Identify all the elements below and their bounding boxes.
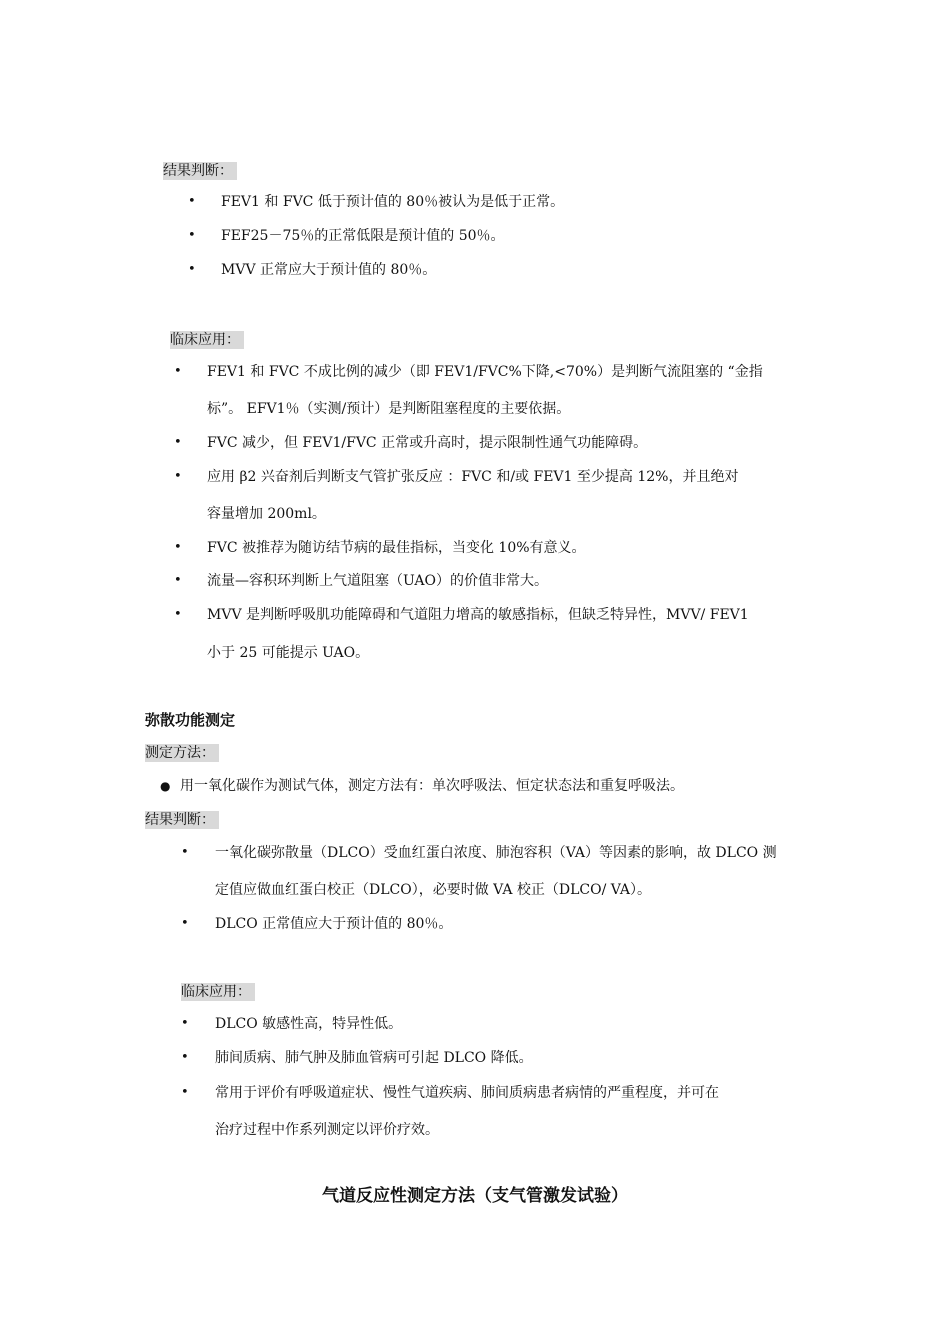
list-item: 流量—容积环判断上气道阻塞（UAO）的价值非常大。 xyxy=(207,573,548,589)
list-item-continuation: 小于 25 可能提示 UAO。 xyxy=(207,645,370,661)
list-item: FEV1 和 FVC 低于预计值的 80％被认为是低于正常。 xyxy=(221,194,565,210)
bullet: • xyxy=(181,1050,189,1065)
list-item: 肺间质病、肺气肿及肺血管病可引起 DLCO 降低。 xyxy=(215,1050,533,1066)
bullet: • xyxy=(188,262,196,277)
result-label-2: 结果判断： xyxy=(145,811,219,829)
list-item: 应用 β2 兴奋剂后判断支气管扩张反应 ：FVC 和/或 FEV1 至少提高 12%，并且绝对 xyxy=(207,469,739,485)
list-item-continuation: 容量增加 200ml。 xyxy=(207,506,326,522)
section-heading: 弥散功能测定 xyxy=(145,711,236,729)
list-item: 用一氧化碳作为测试气体，测定方法有：单次呼吸法、恒定状态法和重复呼吸法。 xyxy=(180,778,684,794)
list-item: MVV 正常应大于预计值的 80％。 xyxy=(221,262,437,278)
bullet: • xyxy=(174,435,182,450)
result-label-1: 结果判断： xyxy=(163,162,237,180)
bullet: • xyxy=(174,573,182,588)
bullet: • xyxy=(174,607,182,622)
bullet: • xyxy=(181,845,189,860)
bullet: • xyxy=(174,540,182,555)
list-item: FVC 减少，但 FEV1/FVC 正常或升高时，提示限制性通气功能障碍。 xyxy=(207,435,648,451)
section-title: 气道反应性测定方法（支气管激发试验） xyxy=(322,1186,628,1206)
clinical-label-1: 临床应用： xyxy=(170,331,244,349)
list-item: MVV 是判断呼吸肌功能障碍和气道阻力增高的敏感指标，但缺乏特异性，MVV/ FEV1 xyxy=(207,607,749,623)
list-item-continuation: 标”。 EFV1％（实测/预计）是判断阻塞程度的主要依据。 xyxy=(207,401,571,417)
list-item-continuation: 治疗过程中作系列测定以评价疗效。 xyxy=(215,1122,439,1138)
bullet: • xyxy=(181,1016,189,1031)
bullet: • xyxy=(181,916,189,931)
clinical-label-2: 临床应用： xyxy=(181,983,255,1001)
list-item: DLCO 敏感性高，特异性低。 xyxy=(215,1016,403,1032)
bullet: • xyxy=(188,194,196,209)
bullet: • xyxy=(181,1085,189,1100)
list-item: 常用于评价有呼吸道症状、慢性气道疾病、肺间质病患者病情的严重程度，并可在 xyxy=(215,1085,719,1101)
bullet: • xyxy=(174,469,182,484)
list-item-continuation: 定值应做血红蛋白校正（DLCO），必要时做 VA 校正（DLCO/ VA）。 xyxy=(215,882,652,898)
list-item: 一氧化碳弥散量（DLCO）受血红蛋白浓度、肺泡容积（VA）等因素的影响，故 DLCO 测 xyxy=(215,845,777,861)
list-item: DLCO 正常值应大于预计值的 80％。 xyxy=(215,916,453,932)
bullet: ● xyxy=(160,779,171,793)
list-item: FEV1 和 FVC 不成比例的减少（即 FEV1/FVC%下降,<70%）是判断气流阻塞的 “金指 xyxy=(207,364,763,380)
list-item: FEF25－75％的正常低限是预计值的 50％。 xyxy=(221,228,505,244)
bullet: • xyxy=(174,364,182,379)
method-label: 测定方法： xyxy=(145,744,219,762)
list-item: FVC 被推荐为随访结节病的最佳指标，当变化 10%有意义。 xyxy=(207,540,586,556)
bullet: • xyxy=(188,228,196,243)
